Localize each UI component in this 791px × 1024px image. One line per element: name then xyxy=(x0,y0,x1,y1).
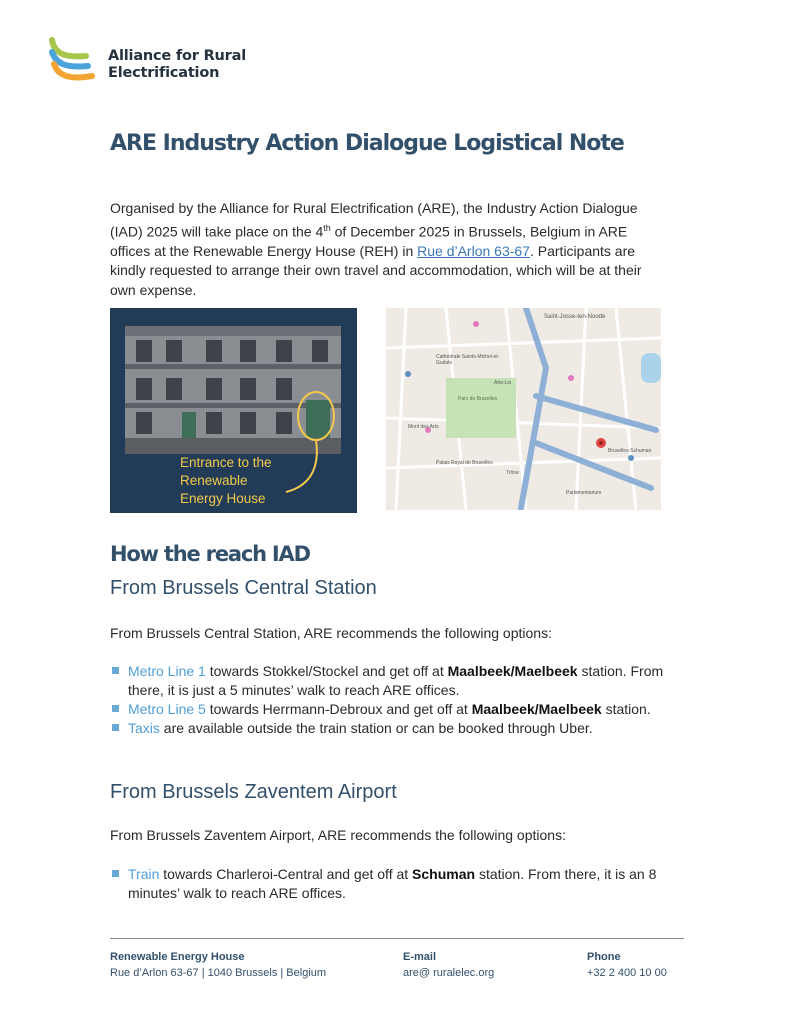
section-heading: How the reach IAD xyxy=(110,542,310,566)
bullet-square-icon xyxy=(112,667,119,674)
bullet-square-icon xyxy=(112,870,119,877)
central-station-heading: From Brussels Central Station xyxy=(110,577,377,599)
document-title: ARE Industry Action Dialogue Logistical Note xyxy=(110,131,624,156)
list-item: Metro Line 5 towards Herrmann-Debroux and get off at Maalbeek/Maelbeek station. xyxy=(110,700,670,719)
map-label-saint-josse: Saint-Josse-ten-Noode xyxy=(544,314,606,320)
map-label-parlamentarium: Parlamentarium xyxy=(566,490,602,496)
bullet-square-icon xyxy=(112,724,119,731)
address-link[interactable]: Rue d’Arlon 63-67 xyxy=(417,242,530,259)
photo-caption: Entrance to the Renewable Energy House xyxy=(180,455,272,506)
location-map[interactable] xyxy=(386,308,661,510)
email-link[interactable]: are@ ruralelec.org xyxy=(403,967,495,979)
bullet-square-icon xyxy=(112,705,119,712)
map-label-schuman: Bruxelles-Schuman xyxy=(608,448,652,454)
map-label-trone: Trône xyxy=(506,470,519,476)
map-label-cathedrale: Cathédrale Saints-Michel-et-Gudule xyxy=(436,354,500,366)
airport-heading: From Brussels Zaventem Airport xyxy=(110,781,397,803)
footer-divider xyxy=(110,938,684,939)
building-photo xyxy=(110,308,357,513)
map-label-arts-loi: Arts-Loi xyxy=(494,380,512,386)
intro-paragraph: Organised by the Alliance for Rural Electrification (ARE), the Industry Action Dialogue (IAD) 2025 will take place on the 4th of December 2025 in Brussels, Belgium in ARE offices at the Renewable Energy House (REH) in Rue d’Arlon 63-67. Participants are kindly requested to arrange their own travel and accommodation, which will be at their own expense. xyxy=(110,200,642,298)
airport-options xyxy=(110,865,670,903)
airport-intro: From Brussels Zaventem Airport, ARE recommends the following options: xyxy=(110,827,566,843)
footer-phone: Phone +32 2 400 10 00 xyxy=(587,951,667,979)
list-item: Metro Line 1 towards Stokkel/Stockel and get off at Maalbeek/Maelbeek station. From there, it is just a 5 minutes’ walk to reach ARE offices. xyxy=(110,662,670,700)
list-item: Taxis are available outside the train station or can be booked through Uber. xyxy=(110,719,670,738)
footer-email: E-mail are@ ruralelec.org xyxy=(403,951,495,979)
map-label-parc: Parc de Bruxelles xyxy=(458,396,498,402)
list-item: Train towards Charleroi-Central and get off at Schuman station. From there, it is an 8 minutes’ walk to reach ARE offices. xyxy=(110,865,670,903)
footer-address: Renewable Energy House Rue d’Arlon 63-67 | 1040 Brussels | Belgium xyxy=(110,951,327,979)
central-station-intro: From Brussels Central Station, ARE recommends the following options: xyxy=(110,625,552,641)
map-label-mont-des-arts: Mont des Arts xyxy=(408,424,439,430)
are-logo-icon xyxy=(48,36,108,86)
map-label-palais: Palais Royal de Bruxelles xyxy=(436,460,493,466)
central-station-options xyxy=(110,662,670,738)
org-name: Alliance for Rural Electrification xyxy=(108,48,246,81)
